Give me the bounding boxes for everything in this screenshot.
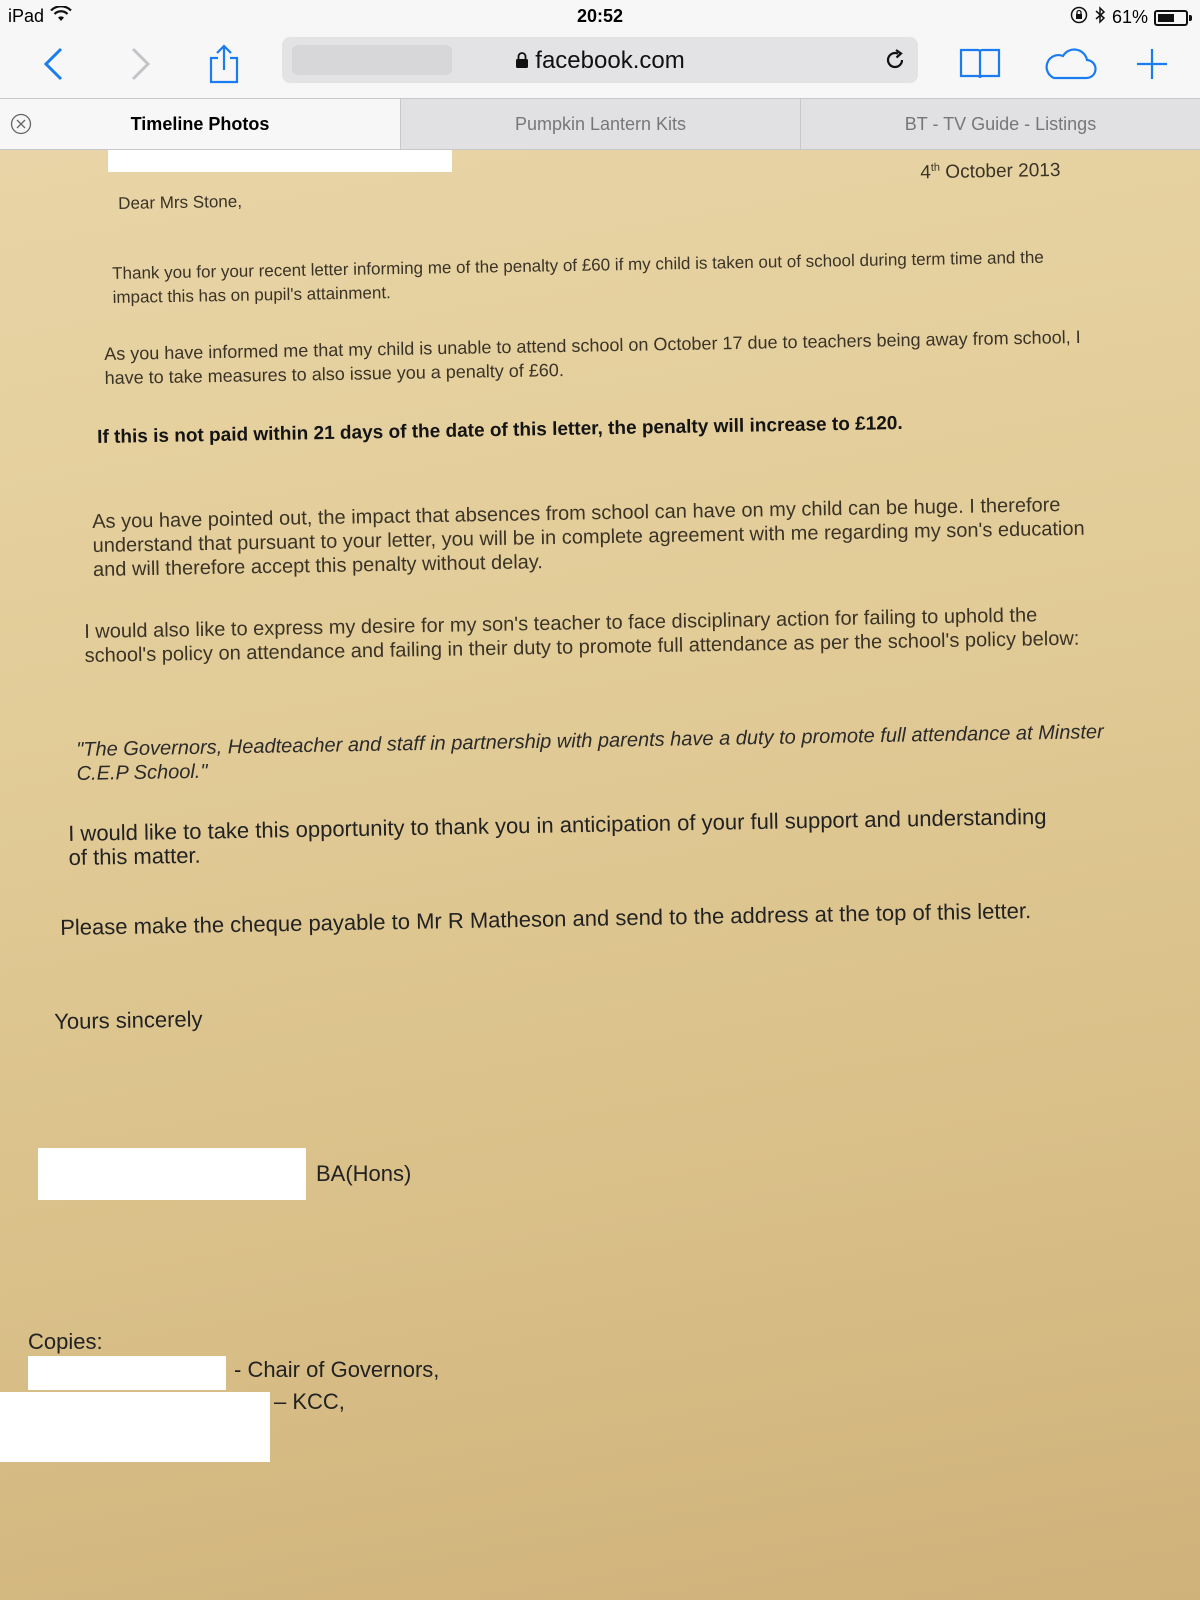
qualification: BA(Hons) bbox=[316, 1161, 412, 1186]
tab-timeline-photos[interactable] bbox=[0, 99, 400, 149]
tab-pumpkin-lantern-kits[interactable] bbox=[400, 99, 800, 149]
battery-percentage: 61% bbox=[1111, 7, 1148, 27]
redacted-address bbox=[108, 150, 452, 172]
close-tab-icon[interactable] bbox=[10, 113, 32, 135]
paragraph-2: As you have informed me that my child is unable to attend school on October 17 due to teachers being away from school, I have to take measures to also issue you a penalty of £60. bbox=[104, 326, 1081, 388]
reload-icon bbox=[883, 48, 907, 72]
battery-fill bbox=[1158, 14, 1174, 22]
letter-date bbox=[920, 154, 1061, 186]
icloud-tabs-button[interactable] bbox=[1040, 40, 1100, 88]
tab-label: BT - TV Guide - Listings bbox=[904, 113, 1097, 134]
date-rest: October 2013 bbox=[945, 159, 1061, 183]
closing: Yours sincerely bbox=[53, 1006, 203, 1034]
letter-photo bbox=[0, 150, 1200, 1600]
paragraph-7: Please make the cheque payable to Mr R Matheson and send to the address at the top of this letter. bbox=[59, 898, 1032, 940]
url-display bbox=[282, 47, 918, 75]
copy-recipient-2: – KCC, bbox=[274, 1389, 345, 1414]
paragraph-4: As you have pointed out, the impact that absences from school can have on my child can be huge. I therefore understand that pursuant to your letter, you will be in complete agreement with me regarding my son's education and will therefore accept this penalty without delay. bbox=[92, 494, 1085, 581]
forward-icon bbox=[127, 46, 153, 82]
clock: 20:52 bbox=[576, 6, 624, 26]
redacted-signature-name bbox=[38, 1148, 306, 1200]
tab-bar bbox=[0, 98, 1200, 150]
paragraph-1: Thank you for your recent letter informing me of the penalty of £60 if my child is taken out of school during term time and the impact this has on pupil's attainment. bbox=[112, 247, 1044, 307]
date-suffix: th bbox=[930, 161, 941, 174]
icloud-tabs-icon bbox=[1042, 47, 1098, 81]
url-text: facebook.com bbox=[535, 47, 685, 74]
copies-label: Copies: bbox=[28, 1329, 103, 1354]
back-icon bbox=[41, 46, 67, 82]
tab-bt-tv-guide[interactable] bbox=[800, 99, 1200, 149]
redacted-copy-2 bbox=[0, 1392, 270, 1462]
bookmarks-icon bbox=[959, 47, 1001, 81]
new-tab-icon bbox=[1134, 46, 1170, 82]
reload-button[interactable] bbox=[880, 45, 910, 75]
new-tab-button[interactable] bbox=[1128, 40, 1176, 88]
date-day: 4 bbox=[920, 162, 932, 184]
paragraph-3-penalty: If this is not paid within 21 days of the date of this letter, the penalty will increase to £120. bbox=[97, 412, 903, 448]
bookmarks-button[interactable] bbox=[956, 40, 1004, 88]
salutation: Dear Mrs Stone, bbox=[118, 191, 243, 213]
paragraph-6: I would like to take this opportunity to thank you in anticipation of your full support and understanding of this matter. bbox=[67, 803, 1047, 870]
status-bar bbox=[0, 0, 1200, 32]
tab-label: Timeline Photos bbox=[130, 113, 270, 134]
tab-label: Pumpkin Lantern Kits bbox=[514, 113, 687, 134]
forward-button[interactable] bbox=[116, 40, 164, 88]
address-bar[interactable] bbox=[282, 37, 918, 83]
status-right bbox=[1070, 6, 1188, 29]
browser-toolbar bbox=[0, 32, 1200, 98]
policy-quote: "The Governors, Headteacher and staff in partnership with parents have a duty to promote full attendance at Minster C.E.P School." bbox=[76, 721, 1104, 785]
device-name: iPad bbox=[8, 6, 45, 26]
share-icon bbox=[207, 43, 241, 85]
paragraph-5: I would also like to express my desire for my son's teacher to face disciplinary action for failing to uphold the school's policy on attendance and failing in their duty to promote full attendance as per the school's policy below: bbox=[84, 604, 1080, 667]
share-button[interactable] bbox=[200, 40, 248, 88]
bluetooth-icon bbox=[1094, 6, 1106, 29]
orientation-lock-icon bbox=[1070, 6, 1088, 29]
copy-recipient-1: - Chair of Governors, bbox=[234, 1357, 440, 1382]
battery-icon bbox=[1154, 10, 1188, 26]
redacted-copy-1 bbox=[28, 1356, 226, 1390]
lock-icon bbox=[515, 51, 529, 69]
back-button[interactable] bbox=[30, 40, 78, 88]
